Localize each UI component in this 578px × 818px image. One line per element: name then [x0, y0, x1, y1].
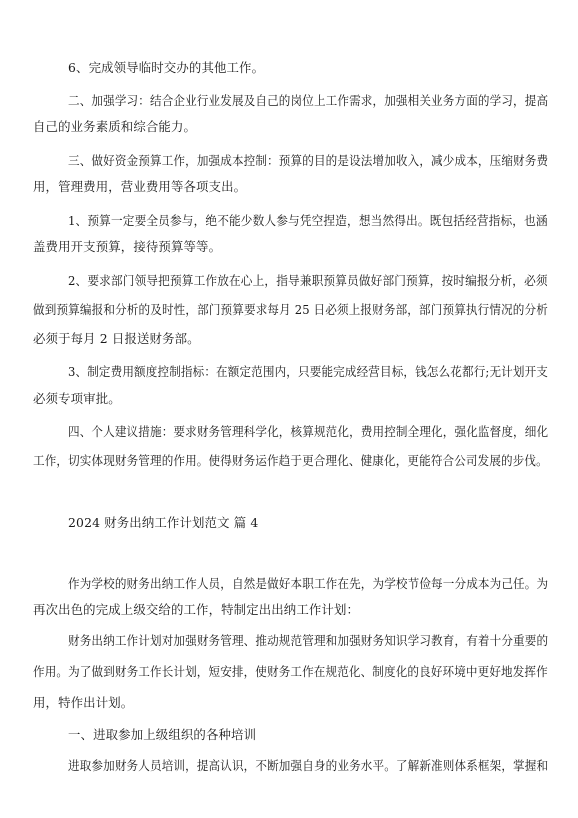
text-line: 工作，切实体现财务管理的作用。使得财务运作趋于更合理化、健康化，更能符合公司发展的步伐。	[33, 453, 548, 468]
text-line: 必须于每月 2 日报送财务部。	[33, 331, 200, 346]
text-line: 作用。为了做到财务工作长计划，短安排，使财务工作在规范化、制度化的良好环境中更好地发挥作	[33, 664, 548, 679]
text-line: 自己的业务素质和综合能力。	[33, 119, 197, 134]
text-line: 四、个人建议措施：要求财务管理科学化，核算规范化，费用控制全理化，强化监督度，细化	[68, 424, 549, 439]
text-line: 3、制定费用额度控制指标：在额定范围内，只要能完成经营目标，钱怎么花都行;无计划开支	[68, 364, 549, 379]
text-line: 一、进取参加上级组织的各种培训	[68, 727, 257, 742]
text-line: 用，特作出计划。	[33, 695, 134, 710]
text-line: 二、加强学习：结合企业行业发展及自己的岗位上工作需求，加强相关业务方面的学习，提高	[68, 93, 549, 108]
section-heading: 2024 财务出纳工作计划范文 篇 4	[68, 515, 259, 530]
text-line: 做到预算编报和分析的及时性，部门预算要求每月 25 日必须上报财务部，部门预算执行情况的分析	[33, 302, 548, 317]
text-line: 2、要求部门领导把预算工作放在心上，指导兼职预算员做好部门预算，按时编报分析，必须	[68, 273, 548, 288]
text-line: 1、预算一定要全员参与，绝不能少数人参与凭空捏造，想当然得出。既包括经营指标，也涵	[68, 213, 548, 228]
text-line: 进取参加财务人员培训，提高认识，不断加强自身的业务水平。了解新准则体系框架，掌握和	[68, 758, 549, 773]
text-line: 再次出色的完成上级交给的工作，特制定出出纳工作计划：	[33, 602, 360, 617]
text-line: 三、做好资金预算工作，加强成本控制：预算的目的是设法增加收入，减少成本，压缩财务费	[68, 153, 549, 168]
text-line: 财务出纳工作计划对加强财务管理、推动规范管理和加强财务知识学习教育，有着十分重要的	[68, 633, 549, 648]
text-line: 6、完成领导临时交办的其他工作。	[68, 60, 265, 75]
text-line: 盖费用开支预算，接待预算等等。	[33, 239, 222, 254]
text-line: 必须专项审批。	[33, 391, 121, 406]
text-line: 作为学校的财务出纳工作人员，自然是做好本职工作在先，为学校节俭每一分成本为己任。为	[68, 576, 549, 591]
text-line: 用，管理费用，营业费用等各项支出。	[33, 179, 247, 194]
